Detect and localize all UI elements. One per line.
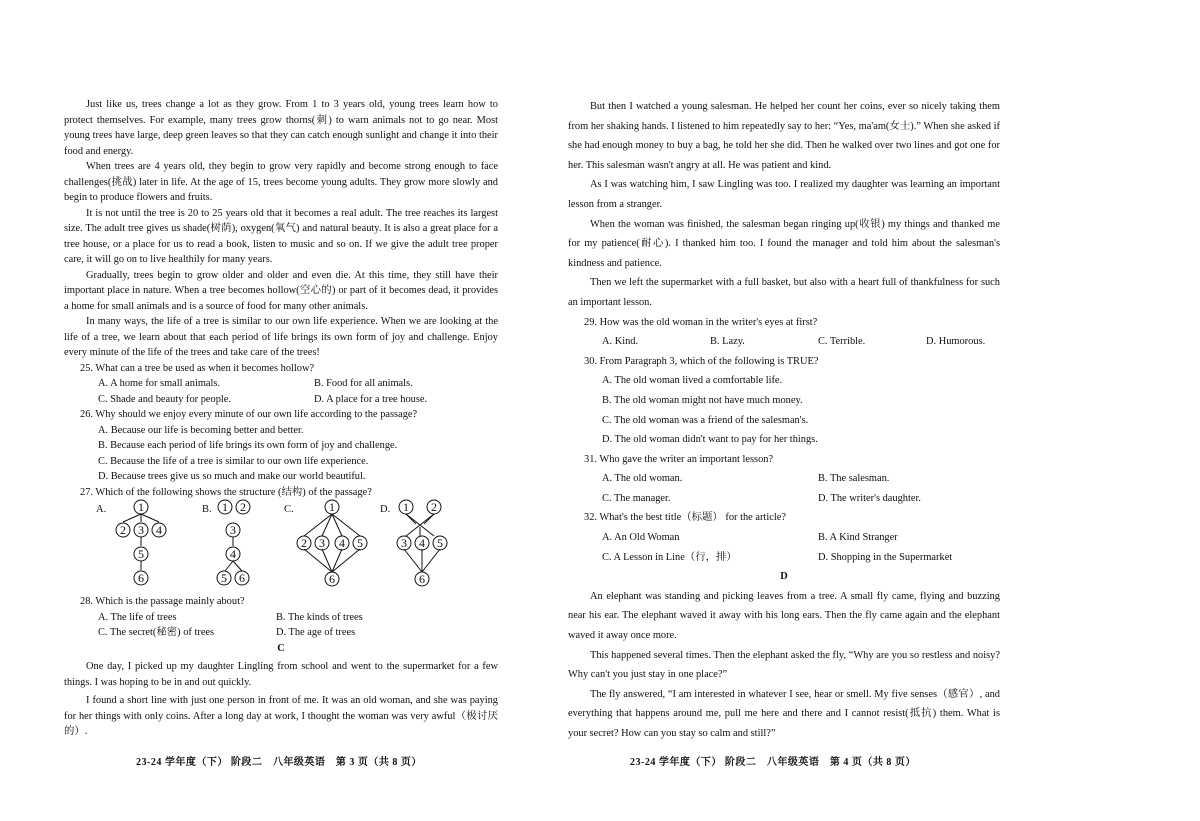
question-25 bbox=[64, 361, 498, 408]
question-stem: 26. Why should we enjoy every minute of our own life according to the passage? bbox=[80, 409, 418, 420]
question-29 bbox=[568, 313, 1000, 352]
option-a: A. An Old Woman bbox=[602, 532, 680, 544]
option-c: C. Shade and beauty for people. bbox=[98, 393, 232, 405]
question-stem: 25. What can a tree be used as when it becomes hollow? bbox=[80, 362, 315, 374]
left-column bbox=[64, 97, 498, 740]
svg-text:5: 5 bbox=[357, 536, 363, 550]
diagram-label: D. bbox=[380, 504, 391, 515]
option-b: B. Food for all animals. bbox=[314, 378, 413, 389]
page-footer: 23-24 学年度（下） 阶段二 八年级英语 第 4 页（共 8 页） bbox=[630, 757, 916, 768]
exam-page-4 bbox=[568, 0, 1200, 821]
svg-text:4: 4 bbox=[339, 536, 345, 550]
question-27 bbox=[64, 485, 498, 595]
svg-text:3: 3 bbox=[319, 536, 325, 550]
svg-text:6: 6 bbox=[138, 571, 144, 585]
svg-text:6: 6 bbox=[239, 571, 245, 585]
svg-text:4: 4 bbox=[156, 523, 162, 537]
svg-text:5: 5 bbox=[221, 571, 227, 585]
option-d: D. A place for a tree house. bbox=[314, 393, 428, 405]
question-stem: 27. Which of the following shows the structure (结构) of the passage? bbox=[80, 486, 372, 498]
svg-text:1: 1 bbox=[329, 500, 335, 514]
svg-text:4: 4 bbox=[419, 536, 425, 550]
passage-paragraph: When trees are 4 years old, they begin to grow very rapidly and become strong enough to face challenges(挑战) later in life. At the age of 15, trees become young adults. They grow more slowly and begin to produce flowers and fruits. bbox=[64, 161, 498, 203]
section-heading-d: D bbox=[780, 571, 788, 583]
right-column bbox=[568, 97, 1000, 744]
option-a: A. The old woman lived a comfortable life. bbox=[602, 375, 783, 387]
passage-paragraph: Just like us, trees change a lot as they grow. From 1 to 3 years old, young trees learn how to protect themselves. For example, many trees grow thorns(刺) to warn animals not to go near. Most young trees have large, deep green leaves so that they can catch enough sunlight and change it into their food and energy. bbox=[64, 99, 498, 157]
option-a: A. The life of trees bbox=[98, 611, 177, 623]
diagram-c-graphic bbox=[298, 500, 391, 592]
option-a: A. The old woman. bbox=[602, 473, 683, 485]
option-c: C. Terrible. bbox=[818, 336, 866, 348]
page-footer: 23-24 学年度（下） 阶段二 八年级英语 第 3 页（共 8 页） bbox=[136, 757, 422, 768]
option-d: D. The writer's daughter. bbox=[818, 492, 921, 504]
option-c: C. The secret(秘密) of trees bbox=[98, 627, 215, 638]
svg-text:2: 2 bbox=[301, 536, 307, 550]
option-a: A. A home for small animals. bbox=[98, 378, 221, 389]
passage-paragraph: But then I watched a young salesman. He helped her count her coins, ever so nicely taking them from her shaking hands. I listened to him repeatedly say to her: “Yes, ma'am(女士).” When she asked if she had enough money to buy a bag, he told her she did. Then he walked over two lines and got one for her. This salesman wasn't angry at all. He was patient and kind. bbox=[568, 101, 1000, 171]
option-b: B. Lazy. bbox=[710, 336, 745, 348]
passage-paragraph: The fly answered, “I am interested in whatever I see, hear or smell. My five senses（感官）, and everything that happens around me, pull me here and there and I cannot resist(抵抗) them. What is your secret? How can you stay so calm and still?” bbox=[568, 688, 1000, 739]
question-26 bbox=[64, 407, 498, 485]
passage-paragraph: Gradually, trees begin to grow older and older and even die. At this time, they still have their important place in nature. When a tree becomes hollow(空心的) or part of it becomes dead, it provides a home for small animals and is a source of food for many other animals. bbox=[64, 269, 498, 312]
svg-text:6: 6 bbox=[329, 572, 335, 586]
question-30 bbox=[568, 352, 1000, 450]
passage-paragraph: One day, I picked up my daughter Lingling from school and went to the supermarket for a few things. I was hoping to be in and out quickly. bbox=[64, 661, 498, 688]
svg-text:1: 1 bbox=[403, 500, 409, 514]
question-stem: 29. How was the old woman in the writer's eyes at first? bbox=[584, 316, 818, 328]
option-b: B. Because each period of life brings its own form of joy and challenge. bbox=[98, 440, 398, 451]
svg-text:2: 2 bbox=[120, 523, 126, 537]
question-stem: 31. Who gave the writer an important lesson? bbox=[584, 453, 774, 465]
diagram-label: A. bbox=[96, 504, 107, 515]
svg-text:4: 4 bbox=[230, 547, 236, 561]
diagram-label: B. bbox=[202, 504, 212, 515]
option-c: C. The manager. bbox=[602, 492, 671, 504]
svg-text:1: 1 bbox=[138, 500, 144, 514]
passage-paragraph: Then we left the supermarket with a full basket, but also with a heart full of thankfulness for such an important lesson. bbox=[568, 277, 1000, 308]
option-c: C. A Lesson in Line（行，排） bbox=[602, 551, 737, 563]
diagram-d-graphic bbox=[398, 500, 468, 592]
svg-text:3: 3 bbox=[138, 523, 144, 537]
option-b: B. The old woman might not have much money. bbox=[602, 394, 803, 406]
question-28 bbox=[64, 594, 498, 641]
option-d: D. The age of trees bbox=[276, 627, 356, 638]
option-a: A. Kind. bbox=[602, 336, 639, 348]
svg-text:5: 5 bbox=[437, 536, 443, 550]
option-c: C. The old woman was a friend of the salesman's. bbox=[602, 414, 809, 426]
passage-paragraph: I found a short line with just one person in front of me. It was an old woman, and she was paying for her things with only coins. After a long day at work, I thought the woman was very awful（极讨厌的）. bbox=[64, 695, 498, 737]
option-d: D. Because trees give us so much and make our world beautiful. bbox=[98, 471, 366, 482]
diagram-b-graphic bbox=[216, 500, 276, 592]
passage-paragraph: In many ways, the life of a tree is similar to our own life experience. When we are looking at the life of a tree, we learn about that each period of life brings its own form of joy and challenge. Enjoy every minute of the life of the trees and take care of the trees! bbox=[64, 316, 498, 358]
passage-paragraph: It is not until the tree is 20 to 25 years old that it becomes a real adult. The tree reaches its largest size. The adult tree gives us shade(树荫), oxygen(氧气) and natural beauty. It is also a great place for a tree house, or a place for us to read a book, listen to music and so on. If we give the adult tree proper care, it will go on to live healthily for many years. bbox=[64, 207, 498, 265]
question-stem: 28. Which is the passage mainly about? bbox=[80, 596, 245, 607]
option-d: D. Humorous. bbox=[926, 336, 986, 348]
option-b: B. A Kind Stranger bbox=[818, 532, 898, 544]
question-31 bbox=[568, 450, 1000, 509]
structure-diagrams bbox=[96, 500, 498, 594]
svg-text:5: 5 bbox=[138, 547, 144, 561]
option-d: D. The old woman didn't want to pay for her things. bbox=[602, 434, 818, 446]
diagram-a-graphic bbox=[108, 500, 178, 592]
passage-paragraph: As I was watching him, I saw Lingling was too. I realized my daughter was learning an important lesson from a stranger. bbox=[568, 179, 1000, 210]
option-d: D. Shopping in the Supermarket bbox=[818, 551, 953, 563]
option-a: A. Because our life is becoming better and better. bbox=[98, 424, 304, 436]
question-32 bbox=[568, 508, 1000, 567]
option-c: C. Because the life of a tree is similar to our own life experience. bbox=[98, 455, 369, 467]
section-heading-c: C bbox=[277, 642, 285, 654]
option-b: B. The kinds of trees bbox=[276, 611, 363, 623]
svg-text:3: 3 bbox=[401, 536, 407, 550]
question-stem: 30. From Paragraph 3, which of the following is TRUE? bbox=[584, 355, 819, 367]
passage-paragraph: This happened several times. Then the elephant asked the fly, “Why are you so restless and noisy? Why can't you just stay in one place?” bbox=[568, 649, 1000, 681]
diagram-label: C. bbox=[284, 504, 294, 515]
passage-paragraph: When the woman was finished, the salesman began ringing up(收银) my things and thanked me for my patience(耐心). I thanked him too. I found the manager and told him about the salesman's kindness and patience. bbox=[568, 218, 1000, 269]
svg-text:1: 1 bbox=[222, 500, 228, 514]
question-stem: 32. What's the best title（标题） for the article? bbox=[584, 512, 786, 524]
svg-text:3: 3 bbox=[230, 523, 236, 537]
svg-text:2: 2 bbox=[240, 500, 246, 514]
svg-text:6: 6 bbox=[419, 572, 425, 586]
svg-text:2: 2 bbox=[431, 500, 437, 514]
passage-paragraph: An elephant was standing and picking leaves from a tree. A small fly came, flying and buzzing near his ear. The elephant waved it away with his long ears. Then the fly came again and the elephant waved it away once more. bbox=[568, 590, 1000, 642]
option-b: B. The salesman. bbox=[818, 473, 890, 485]
